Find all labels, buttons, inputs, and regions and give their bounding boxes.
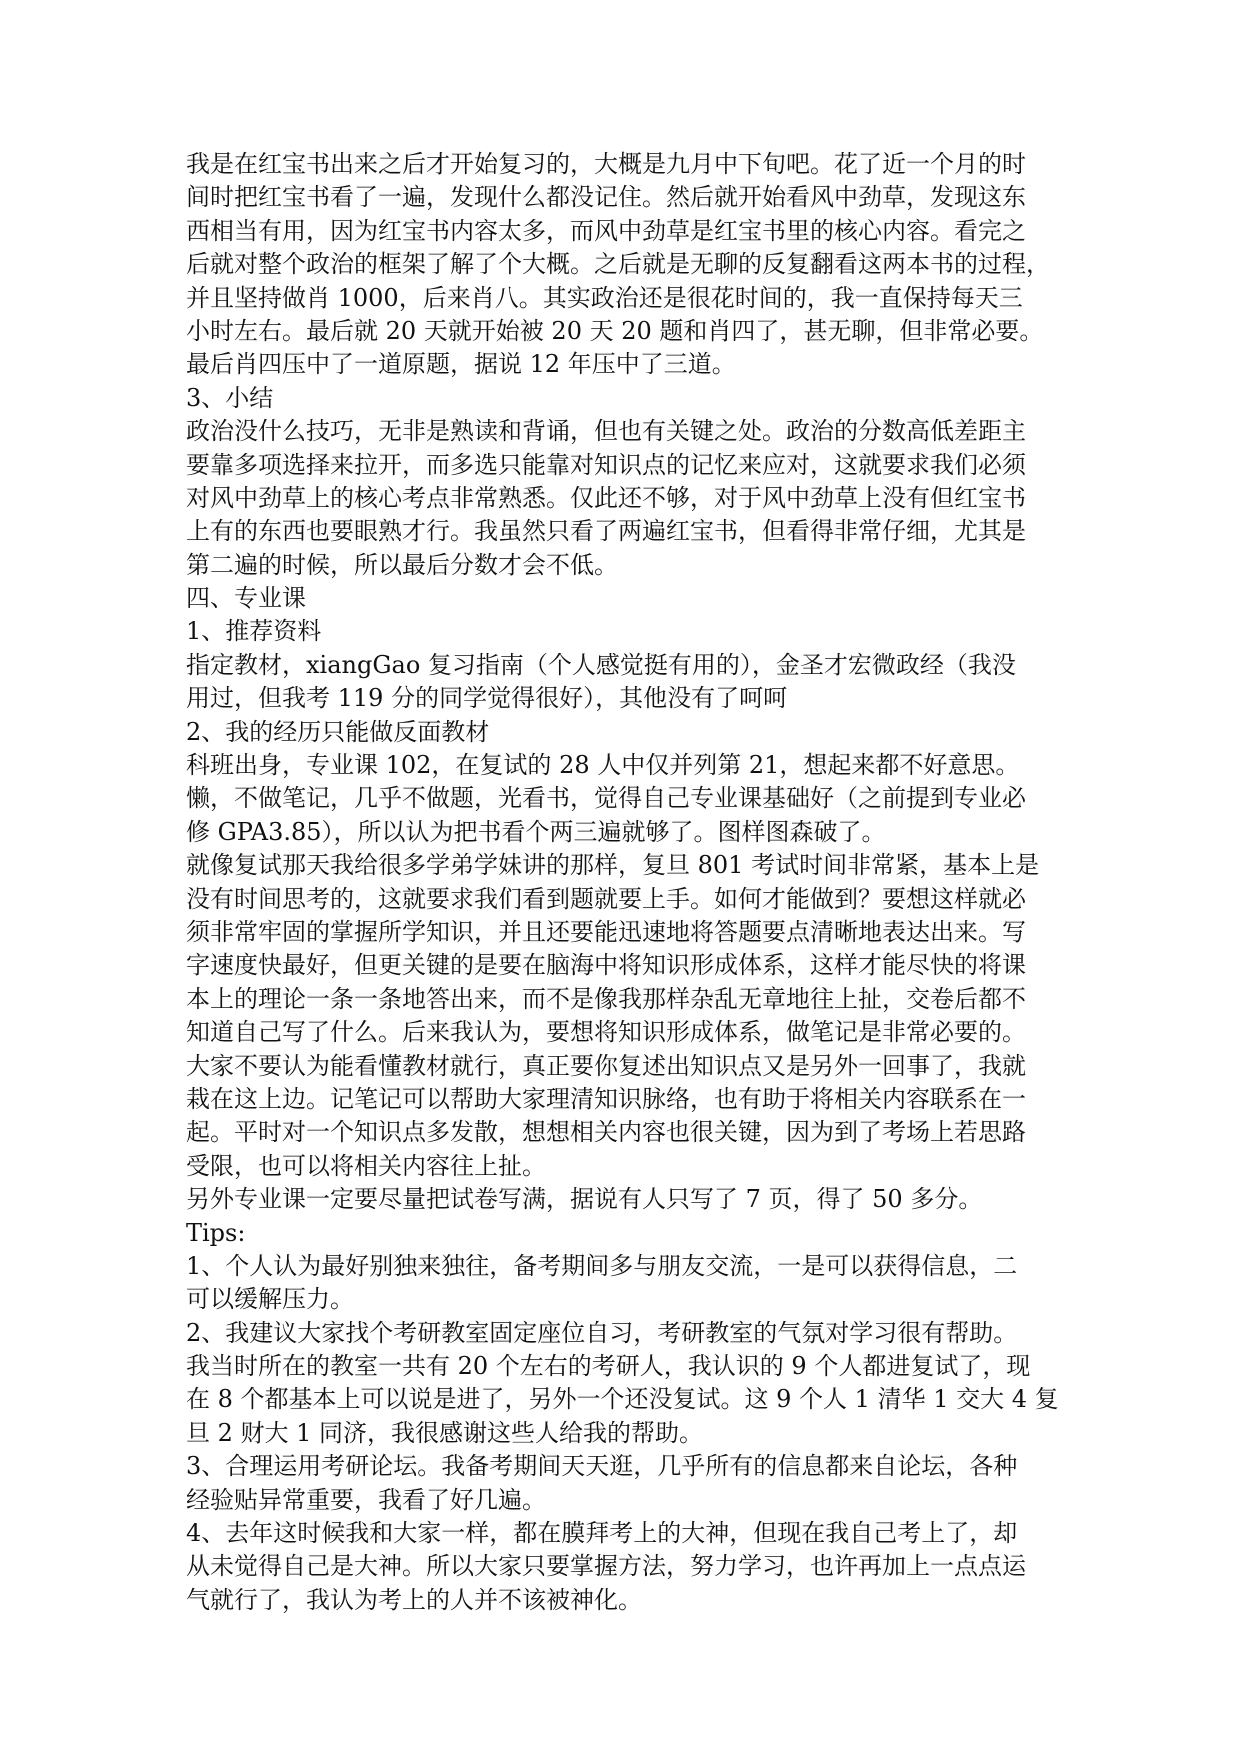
text-line: 用过，但我考 119 分的同学觉得很好），其他没有了呵呵 [186, 684, 788, 713]
text-line: 受限，也可以将相关内容往上扯。 [186, 1151, 546, 1180]
text-line: 4、去年这时候我和大家一样，都在膜拜考上的大神，但现在我自己考上了，却 [186, 1519, 1018, 1548]
text-line: 气就行了，我认为考上的人并不该被神化。 [186, 1585, 642, 1614]
text-line: 本上的理论一条一条地答出来，而不是像我那样杂乱无章地往上扯，交卷后都不 [186, 984, 1026, 1013]
text-line: 第二遍的时候，所以最后分数才会不低。 [186, 550, 618, 579]
text-line: 可以缓解压力。 [186, 1285, 354, 1314]
text-line: 2、我建议大家找个考研教室固定座位自习，考研教室的气氛对学习很有帮助。 [186, 1318, 1018, 1347]
text-line: 科班出身，专业课 102，在复试的 28 人中仅并列第 21，想起来都不好意思。 [186, 751, 1020, 780]
text-line: 懒，不做笔记，几乎不做题，光看书，觉得自己专业课基础好（之前提到专业必 [186, 784, 1026, 813]
text-line: 我当时所在的教室一共有 20 个左右的考研人，我认识的 9 个人都进复试了，现 [186, 1352, 1031, 1381]
text-line: 上有的东西也要眼熟才行。我虽然只看了两遍红宝书，但看得非常仔细，尤其是 [186, 517, 1026, 546]
text-line: 修 GPA3.85），所以认为把书看个两三遍就够了。图样图森破了。 [186, 817, 886, 846]
text-line: 政治没什么技巧，无非是熟读和背诵，但也有关键之处。政治的分数高低差距主 [186, 417, 1026, 446]
text-line: 后就对整个政治的框架了解了个大概。之后就是无聊的反复翻看这两本书的过程， [186, 250, 1050, 279]
text-line: 就像复试那天我给很多学弟学妹讲的那样，复旦 801 考试时间非常紧，基本上是 [186, 851, 1040, 880]
text-line: 栽在这上边。记笔记可以帮助大家理清知识脉络，也有助于将相关内容联系在一 [186, 1084, 1026, 1113]
text-line: 西相当有用，因为红宝书内容太多，而风中劲草是红宝书里的核心内容。看完之 [186, 216, 1026, 245]
subsection-heading: 1、推荐资料 [186, 617, 322, 646]
text-line: 指定教材，xiangGao 复习指南（个人感觉挺有用的），金圣才宏微政经（我没 [186, 650, 1016, 679]
text-line: 从未觉得自己是大神。所以大家只要掌握方法，努力学习，也许再加上一点点运 [186, 1552, 1026, 1581]
section-heading: 3、小结 [186, 383, 274, 412]
section-heading: 四、专业课 [186, 584, 306, 613]
text-line: 3、合理运用考研论坛。我备考期间天天逛，几乎所有的信息都来自论坛，各种 [186, 1452, 1018, 1481]
text-line: 最后肖四压中了一道原题，据说 12 年压中了三道。 [186, 350, 736, 379]
text-line: 我是在红宝书出来之后才开始复习的，大概是九月中下旬吧。花了近一个月的时 [186, 150, 1026, 178]
text-line: 旦 2 财大 1 同济，我很感谢这些人给我的帮助。 [186, 1418, 704, 1447]
document-body [186, 148, 1066, 1617]
text-line: 要靠多项选择来拉开，而多选只能靠对知识点的记忆来应对，这就要求我们必须 [186, 450, 1026, 479]
text-line: 须非常牢固的掌握所学知识，并且还要能迅速地将答题要点清晰地表达出来。写 [186, 917, 1026, 946]
text-line: 1、个人认为最好别独来独往，备考期间多与朋友交流，一是可以获得信息，二 [186, 1251, 1018, 1280]
tips-heading: Tips: [186, 1218, 246, 1247]
subsection-heading: 2、我的经历只能做反面教材 [186, 717, 490, 746]
text-line: 另外专业课一定要尽量把试卷写满，据说有人只写了 7 页，得了 50 多分。 [186, 1185, 983, 1214]
text-line: 并且坚持做肖 1000，后来肖八。其实政治还是很花时间的，我一直保持每天三 [186, 283, 1023, 312]
text-line: 大家不要认为能看懂教材就行，真正要你复述出知识点又是另外一回事了，我就 [186, 1051, 1026, 1080]
text-line: 经验贴异常重要，我看了好几遍。 [186, 1485, 546, 1514]
text-line: 字速度快最好，但更关键的是要在脑海中将知识形成体系，这样才能尽快的将课 [186, 951, 1026, 980]
text-line: 小时左右。最后就 20 天就开始被 20 天 20 题和肖四了，甚无聊，但非常必要。 [186, 316, 1044, 345]
text-line: 对风中劲草上的核心考点非常熟悉。仅此还不够，对于风中劲草上没有但红宝书 [186, 483, 1026, 512]
text-line: 间时把红宝书看了一遍，发现什么都没记住。然后就开始看风中劲草，发现这东 [186, 183, 1026, 212]
text-line: 起。平时对一个知识点多发散，想想相关内容也很关键，因为到了考场上若思路 [186, 1118, 1026, 1147]
text-line: 知道自己写了什么。后来我认为，要想将知识形成体系，做笔记是非常必要的。 [186, 1018, 1026, 1047]
text-line: 在 8 个都基本上可以说是进了，另外一个还没复试。这 9 个人 1 清华 1 交大 4 复 [186, 1385, 1059, 1414]
text-line: 没有时间思考的，这就要求我们看到题就要上手。如何才能做到？要想这样就必 [186, 884, 1026, 913]
